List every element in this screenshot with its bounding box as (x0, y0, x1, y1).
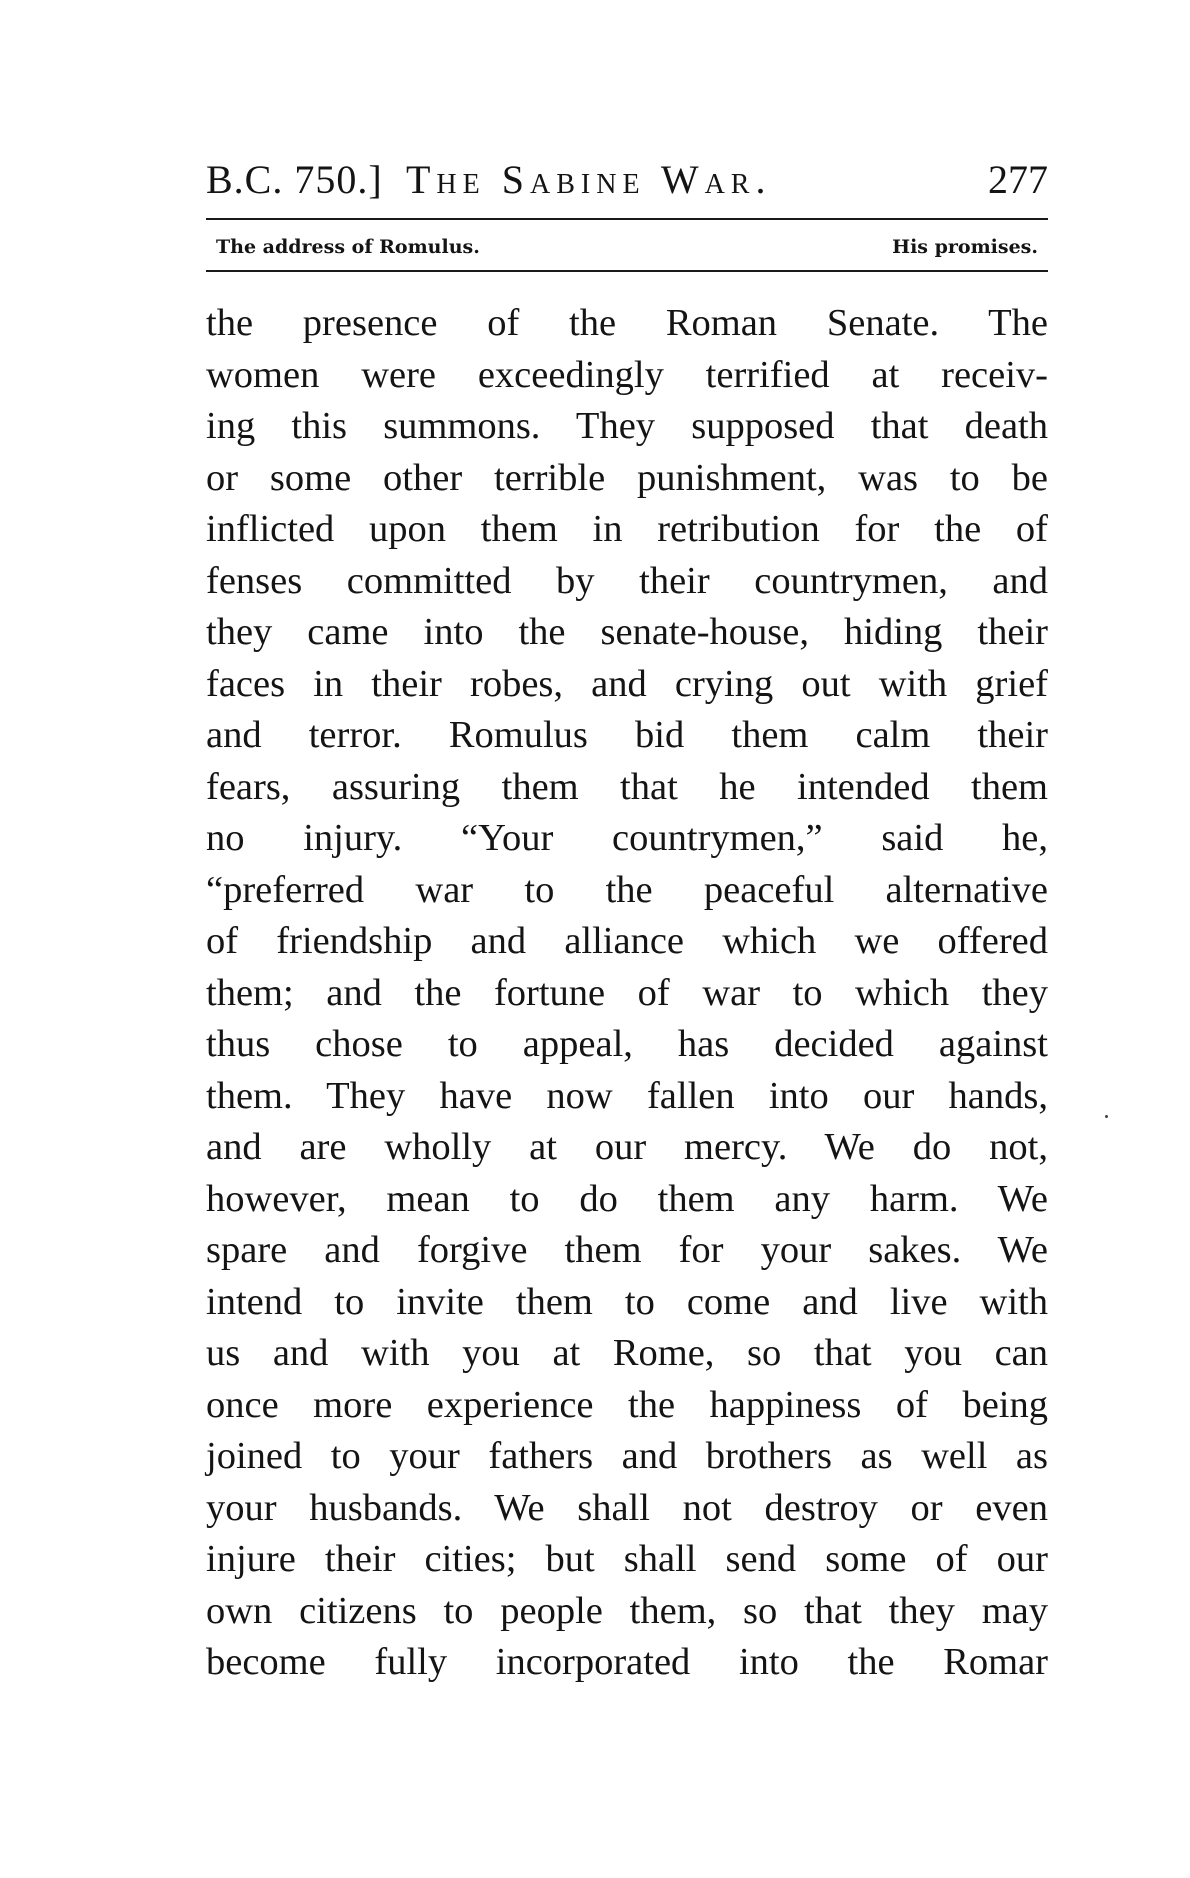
text-line (206, 865, 1048, 917)
text-line (206, 556, 1048, 608)
text-line-content: fenses committed by their countrymen, and (206, 559, 1048, 602)
text-line (206, 659, 1048, 711)
side-heading-right: His promises. (892, 236, 1038, 258)
text-line-content: injure their cities; but shall send some of our (206, 1538, 1048, 1580)
text-line (206, 1534, 1048, 1586)
text-line-content: or some other terrible punishment, was to be (206, 456, 1048, 499)
text-line-content: no injury. “Your countrymen,” said he, (206, 817, 1048, 859)
text-line-content: them; and the fortune of war to which they (206, 971, 1048, 1014)
print-speck (1105, 1115, 1108, 1118)
text-line (206, 1431, 1048, 1483)
text-line-content: them. They have now fallen into our hands, (206, 1074, 1048, 1117)
text-line (206, 1637, 1048, 1689)
text-line-content: the presence of the Roman Senate. The (206, 302, 1048, 344)
text-line-content: intend to invite them to come and live with (206, 1280, 1048, 1323)
text-line-content: inflicted upon them in retribution for the of (206, 508, 1048, 550)
text-line-content: and are wholly at our mercy. We do not, (206, 1126, 1048, 1168)
side-heading-left: The address of Romulus. (216, 236, 480, 258)
text-line (206, 401, 1048, 453)
running-head (206, 150, 1048, 214)
header-rule-bottom (206, 270, 1048, 272)
running-head-title: The Sabine War. (406, 157, 772, 202)
text-line-content: us and with you at Rome, so that you can (206, 1332, 1048, 1374)
text-line (206, 968, 1048, 1020)
text-line-content: faces in their robes, and crying out with grief (206, 662, 1048, 705)
text-line (206, 762, 1048, 814)
header-rule-top (206, 218, 1048, 220)
text-line (206, 1586, 1048, 1638)
text-line-content: fears, assuring them that he intended them (206, 765, 1048, 808)
text-line-content: own citizens to people them, so that they may (206, 1589, 1048, 1632)
text-line-content: women were exceedingly terrified at receiv- (206, 353, 1048, 396)
body-text (206, 298, 1048, 1689)
text-line-content: ing this summons. They supposed that death (206, 405, 1048, 447)
text-line (206, 350, 1048, 402)
text-line (206, 1380, 1048, 1432)
text-line (206, 298, 1048, 350)
text-line (206, 1277, 1048, 1329)
text-line-content: they came into the senate-house, hiding their (206, 611, 1048, 653)
text-line (206, 710, 1048, 762)
text-line-content: become fully incorporated into the Romar (206, 1641, 1048, 1683)
side-headings (206, 230, 1048, 266)
text-line (206, 607, 1048, 659)
text-line-content: your husbands. We shall not destroy or even (206, 1486, 1048, 1529)
text-line (206, 1174, 1048, 1226)
text-line (206, 916, 1048, 968)
text-line (206, 1225, 1048, 1277)
text-line-content: spare and forgive them for your sakes. We (206, 1229, 1048, 1271)
text-line (206, 1019, 1048, 1071)
text-line-content: of friendship and alliance which we offered (206, 920, 1048, 962)
text-line-content: and terror. Romulus bid them calm their (206, 714, 1048, 756)
text-line (206, 1328, 1048, 1380)
text-line (206, 813, 1048, 865)
text-line (206, 453, 1048, 505)
text-line-content: once more experience the happiness of being (206, 1383, 1048, 1426)
text-line-content: however, mean to do them any harm. We (206, 1177, 1048, 1220)
text-line-content: joined to your fathers and brothers as well as (206, 1435, 1048, 1477)
book-page (206, 150, 1048, 1683)
page-number: 277 (988, 157, 1048, 202)
text-line (206, 504, 1048, 556)
text-line-content: thus chose to appeal, has decided against (206, 1023, 1048, 1065)
text-line (206, 1122, 1048, 1174)
text-line (206, 1483, 1048, 1535)
running-head-date: B.C. 750.] (206, 157, 383, 202)
text-line (206, 1071, 1048, 1123)
text-line-content: “preferred war to the peaceful alternative (206, 868, 1048, 911)
